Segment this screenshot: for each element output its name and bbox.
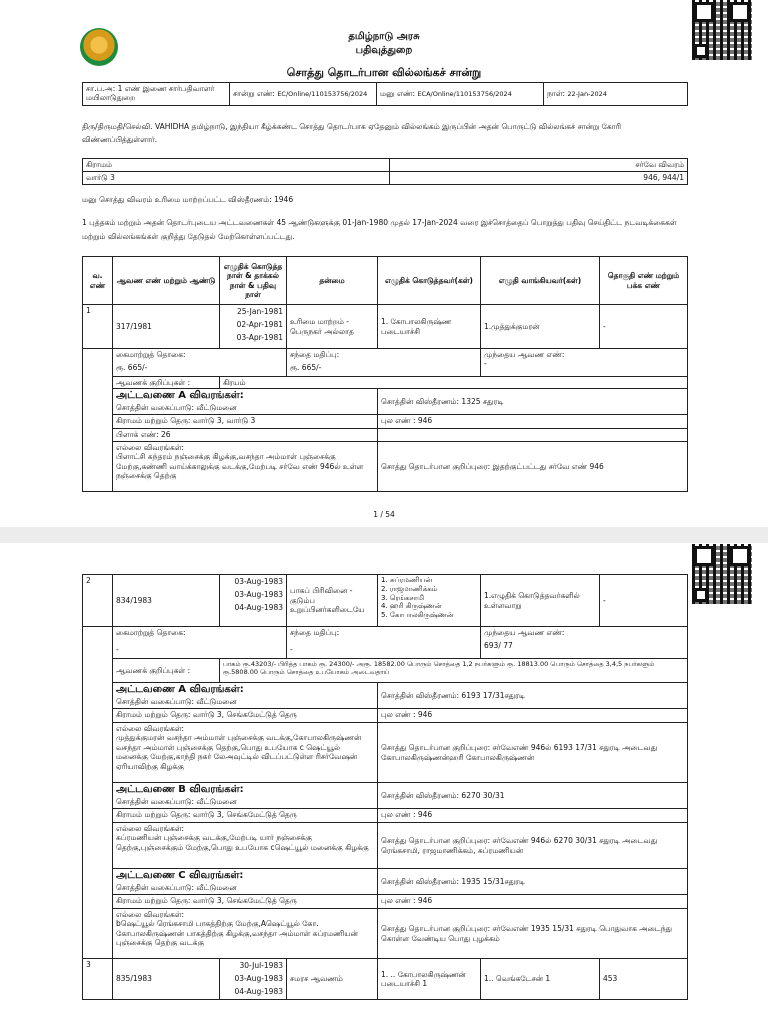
page-title: சொத்து தொடர்பான வில்லங்கச் சான்று: [286, 66, 482, 79]
row1-previous-doc: முந்தைய ஆவண எண்: -: [481, 349, 688, 377]
table-row: [83, 783, 688, 809]
row2c-extent: சொத்தின் விஸ்தீரணம்: 1935 15/31சதுரடி: [378, 869, 688, 895]
row2-consideration: கைமாற்றுத் தொகை: -: [113, 627, 287, 659]
row1-schedule-a: அட்டவணை A விவரங்கள்: சொத்தின் வகைப்பாடு: வீட்டுமனை: [113, 389, 378, 415]
row1-boundary: எல்லை விவரங்கள்: பிளாட்சி சுந்தரம் நஞ்சைக்கு கிழக்கு,வசந்தா அம்மாள் புஞ்சைக்கு மேற்கு,கண்ணி வாய்க்காலுக்கு வடக்கு,மேற்படி சர்வே எண் 946ல் உள்ள நஞ்சைக்கு தெற்கு: [113, 441, 378, 491]
row2c-survey: புல எண் : 946: [378, 895, 688, 909]
row1-market-value: சந்தை மதிப்பு: ரூ. 665/-: [287, 349, 481, 377]
row1-serial: 1: [83, 305, 113, 349]
page-separator: [0, 527, 768, 543]
row1-survey: புல எண் : 946: [378, 415, 688, 429]
table-row: [83, 389, 688, 415]
row2-dates: 03-Aug-1983 03-Aug-1983 04-Aug-1983: [220, 575, 287, 627]
table-row: [83, 429, 688, 441]
row2a-survey: புல எண் : 946: [378, 709, 688, 723]
row3-dates: 30-Jul-1983 03-Aug-1983 04-Aug-1983: [220, 959, 287, 1000]
row1-nature: உரிமை மாற்றம் - பெருநகர் அல்லாத: [287, 305, 378, 349]
row2-volume: -: [600, 575, 688, 627]
col-nature: தன்மை: [287, 257, 378, 305]
table-row: [83, 895, 688, 909]
row2b-survey: புல எண் : 946: [378, 809, 688, 823]
row2-remarks: பாகம் ரூ.43203/- பிரித்த பாகம் ரூ. 24300/- அரூ. 18582.00 பொரும் சொத்தை 1,2 நபர்களும் ரூ. 18813.00 பொரும் சொத்தை 3,4,5 நபர்களும் ரூ.5808.00 பொரும் சொத்தை உபயோகம் அடைவதாய்: [220, 659, 688, 683]
certificate-info-table: [82, 82, 688, 106]
row2a-note: சொத்து தொடர்பான குறிப்புரை: சர்வேஎண் 946ல் 6193 17/31 சதுரடி அடைவது கோபாலகிருஷ்ணன்ஹரி கோபாலகிருஷ்ணன்: [378, 723, 688, 783]
row2c-street: கிராமம் மற்றும் தெரு: வார்டு 3, செங்கமேட்டுத் தெரு: [113, 895, 378, 909]
header-government: தமிழ்நாடு அரசு: [348, 31, 420, 42]
table-row: [83, 305, 688, 349]
row2-schedule-a: அட்டவணை A விவரங்கள்: சொத்தின் வகைப்பாடு: வீட்டுமனை: [113, 683, 378, 709]
encumbrance-table-page2: [82, 574, 688, 1000]
certificate-date: நாள்: 22-Jan-2024: [544, 83, 688, 106]
col-claimant: எழுதி வாங்கியவர்(கள்): [481, 257, 600, 305]
ward-value: வார்டு 3: [83, 172, 390, 185]
row2b-boundary: எல்லை விவரங்கள்: சுப்ரமணியன் புஞ்சைக்கு வடக்கு,மேற்படி யார் நஞ்சைக்கு தெற்கு,புஞ்சைக்கும் மேற்கு,பொது உபயோக cஷெட்யூல் மனைக்கு கிழக்கு: [113, 823, 378, 869]
row1-volume: -: [600, 305, 688, 349]
office-name: சா.ப.அ: 1 எண் இணை சார்பதிவாளர் மயிலாடுதுறை: [83, 83, 230, 106]
table-row: [83, 659, 688, 683]
row1-remarks: கிரயம்: [220, 377, 688, 389]
qr-code-icon: [692, 544, 752, 604]
extent-note: மனு சொத்து விவரம் உரிமை மாற்றப்பட்ட விஸ்தீரணம்: 1946: [82, 195, 294, 204]
row1-note: சொத்து தொடர்பான குறிப்புரை: இதற்குட்பட்டது சர்வே எண் 946: [378, 441, 688, 491]
survey-number-value: 946, 944/1: [390, 172, 688, 185]
row2-previous-doc: முந்தைய ஆவண எண்: 693/ 77: [481, 627, 688, 659]
row1-consideration: கைமாற்றுத் தொகை: ரூ. 665/-: [113, 349, 287, 377]
header-department: பதிவுத்துறை: [355, 45, 413, 56]
table-row: [83, 723, 688, 783]
row1-claimant: 1.முத்துக்குமரன்: [481, 305, 600, 349]
col-executant: எழுதிக் கொடுத்தவர்(கள்): [378, 257, 481, 305]
table-row: [83, 349, 688, 377]
application-number: மனு எண்: ECA/Online/110153756/2024: [377, 83, 544, 106]
row2-schedule-c: அட்டவணை C விவரங்கள்: சொத்தின் வகைப்பாடு: வீட்டுமனை: [113, 869, 378, 895]
row1-remarks-label: ஆவணக் குறிப்புகள் :: [113, 377, 220, 389]
row2c-boundary: எல்லை விவரங்கள்: bஷெட்யூல் ரெங்கசாமி பாகத்திற்கு மேற்கு,Aஷெட்யூல் கோ. கோபாலகிருஷ்ணன் பாகத்திற்கு கிழக்கு,வசந்தா அம்மாள் சுப்ரமணியன் புஞ்சைக்கு தெற்கு வடக்கு: [113, 909, 378, 959]
row2-claimant: 1.எழுதிக் கொடுத்தவர்களில் உள்ளவாறு: [481, 575, 600, 627]
table-header-row: [83, 257, 688, 305]
survey-label: சர்வே விவரம்: [390, 159, 688, 172]
row2b-street: கிராமம் மற்றும் தெரு: வார்டு 3, செங்கமேட்டுத் தெரு: [113, 809, 378, 823]
table-row: [83, 823, 688, 869]
search-period-note: 1 புத்தகம் மற்றும் அதன் தொடர்புடைய அட்டவணைகள் 45 ஆண்டுகளுக்கு 01-Jan-1980 முதல் 17-Jan-2024 வரை இச்சொத்தைப் பொறுத்து பதிவு செய்திட்ட நடவடிக்கைகள் மற்றும் வில்லங்கங்கள் குறித்து தேடுதல் மேற்கொள்ளப்பட்டது.: [82, 218, 677, 241]
row1-executant: 1. கோபாலகிருஷ்ண படையாச்சி: [378, 305, 481, 349]
row2a-extent: சொத்தின் விஸ்தீரணம்: 6193 17/31சதுரடி: [378, 683, 688, 709]
table-row: [83, 909, 688, 959]
applicant-intro: திரு/திருமதி/செல்வி. VAHIDHA தமிழ்நாடு, இந்தியா கீழ்க்கண்ட சொத்து தொடர்பாக ஏதேனும் வில்லங்கம் இருப்பின் அதன் பொருட்டு வில்லங்கச் சான்று கோரி விண்ணப்பித்துள்ளார்.: [82, 122, 622, 144]
table-row: [83, 809, 688, 823]
row2-executant: 1. சுப்ரமணியன் 2. ராஜமாணிக்கம் 3. ரெங்கசாமி 4. ஹரி கிருஷ்ணன் 5. கோபாலகிருஷ்ணன்: [378, 575, 481, 627]
property-survey-table: [82, 158, 688, 185]
row2-document: 834/1983: [113, 575, 220, 627]
row2b-note: சொத்து தொடர்பான குறிப்புரை: சர்வேஎண் 946ல் 6270 30/31 சதுரடி அடைவது ரெங்கசாமி, ராஜமாணிக்கம், சுப்ரமணியன்: [378, 823, 688, 869]
row2c-note: சொத்து தொடர்பான குறிப்புரை: சர்வேஎண் 1935 15/31 சதுரடி பொதுவாக அடைந்து கொள்ள வேண்டிய பொது புழக்கம்: [378, 909, 688, 959]
table-row: [83, 627, 688, 659]
table-row: [83, 959, 688, 1000]
col-volume-page: தொகுதி எண் மற்றும் பக்க எண்: [600, 257, 688, 305]
table-row: [83, 441, 688, 491]
col-serial-number: வ. எண்: [83, 257, 113, 305]
table-row: [83, 683, 688, 709]
village-label: கிராமம்: [83, 159, 390, 172]
row1-extent: சொத்தின் விஸ்தீரணம்: 1325 சதுரடி: [378, 389, 688, 415]
row2a-boundary: எல்லை விவரங்கள்: முத்துக்குமரன் வசந்தா அம்மாள் புஞ்சைக்கு வடக்கு,கோபாலகிருஷ்ணன் வசந்தா அம்மாள் புஞ்சைக்கு தெற்கு,பொது உபயோக c ஷெட்யூல் மனைக்கு மேற்கு,காந்தி நகர் லேஅவுட்டில் விடப்பட்டுள்ள ரிசர்வேஷன் ஏரியாவிற்கு கிழக்கு: [113, 723, 378, 783]
row2b-extent: சொத்தின் விஸ்தீரணம்: 6270 30/31: [378, 783, 688, 809]
row3-nature: சமரச ஆவணம்: [287, 959, 378, 1000]
certificate-number: சான்று எண்: EC/Online/110153756/2024: [230, 83, 377, 106]
col-document-number: ஆவண எண் மற்றும் ஆண்டு: [113, 257, 220, 305]
row3-serial: 3: [83, 959, 113, 1000]
row1-document: 317/1981: [113, 305, 220, 349]
row3-claimant: 1.. வெங்கடேசன் 1: [481, 959, 600, 1000]
row2-market-value: சந்தை மதிப்பு: -: [287, 627, 481, 659]
row1-plot: பிளாக் எண்: 26: [113, 429, 378, 441]
row3-document: 835/1983: [113, 959, 220, 1000]
row2-serial: 2: [83, 575, 113, 627]
row3-volume: 453: [600, 959, 688, 1000]
col-dates: எழுதிக் கொடுத்த நாள் & தாக்கல் நாள் & பதிவு நாள்: [220, 257, 287, 305]
row2-remarks-label: ஆவணக் குறிப்புகள் :: [113, 659, 220, 683]
row2-schedule-b: அட்டவணை B விவரங்கள்: சொத்தின் வகைப்பாடு: வீட்டுமனை: [113, 783, 378, 809]
row1-street: கிராமம் மற்றும் தெரு: வார்டு 3, வார்டு 3: [113, 415, 378, 429]
page-number: 1 / 54: [373, 510, 395, 519]
table-row: [83, 869, 688, 895]
table-row: [83, 575, 688, 627]
row2a-street: கிராமம் மற்றும் தெரு: வார்டு 3, செங்கமேட்டுத் தெரு: [113, 709, 378, 723]
table-row: [83, 415, 688, 429]
row1-dates: 25-Jan-1981 02-Apr-1981 03-Apr-1981: [220, 305, 287, 349]
table-row: [83, 377, 688, 389]
row2-nature: பாகப் பிரிவினை - குடும்ப உறுப்பினர்களிடையே: [287, 575, 378, 627]
table-row: [83, 709, 688, 723]
row3-executant: 1. .. கோபாலகிருஷ்ணன் படையாச்சி 1: [378, 959, 481, 1000]
encumbrance-table-page1: [82, 256, 688, 492]
